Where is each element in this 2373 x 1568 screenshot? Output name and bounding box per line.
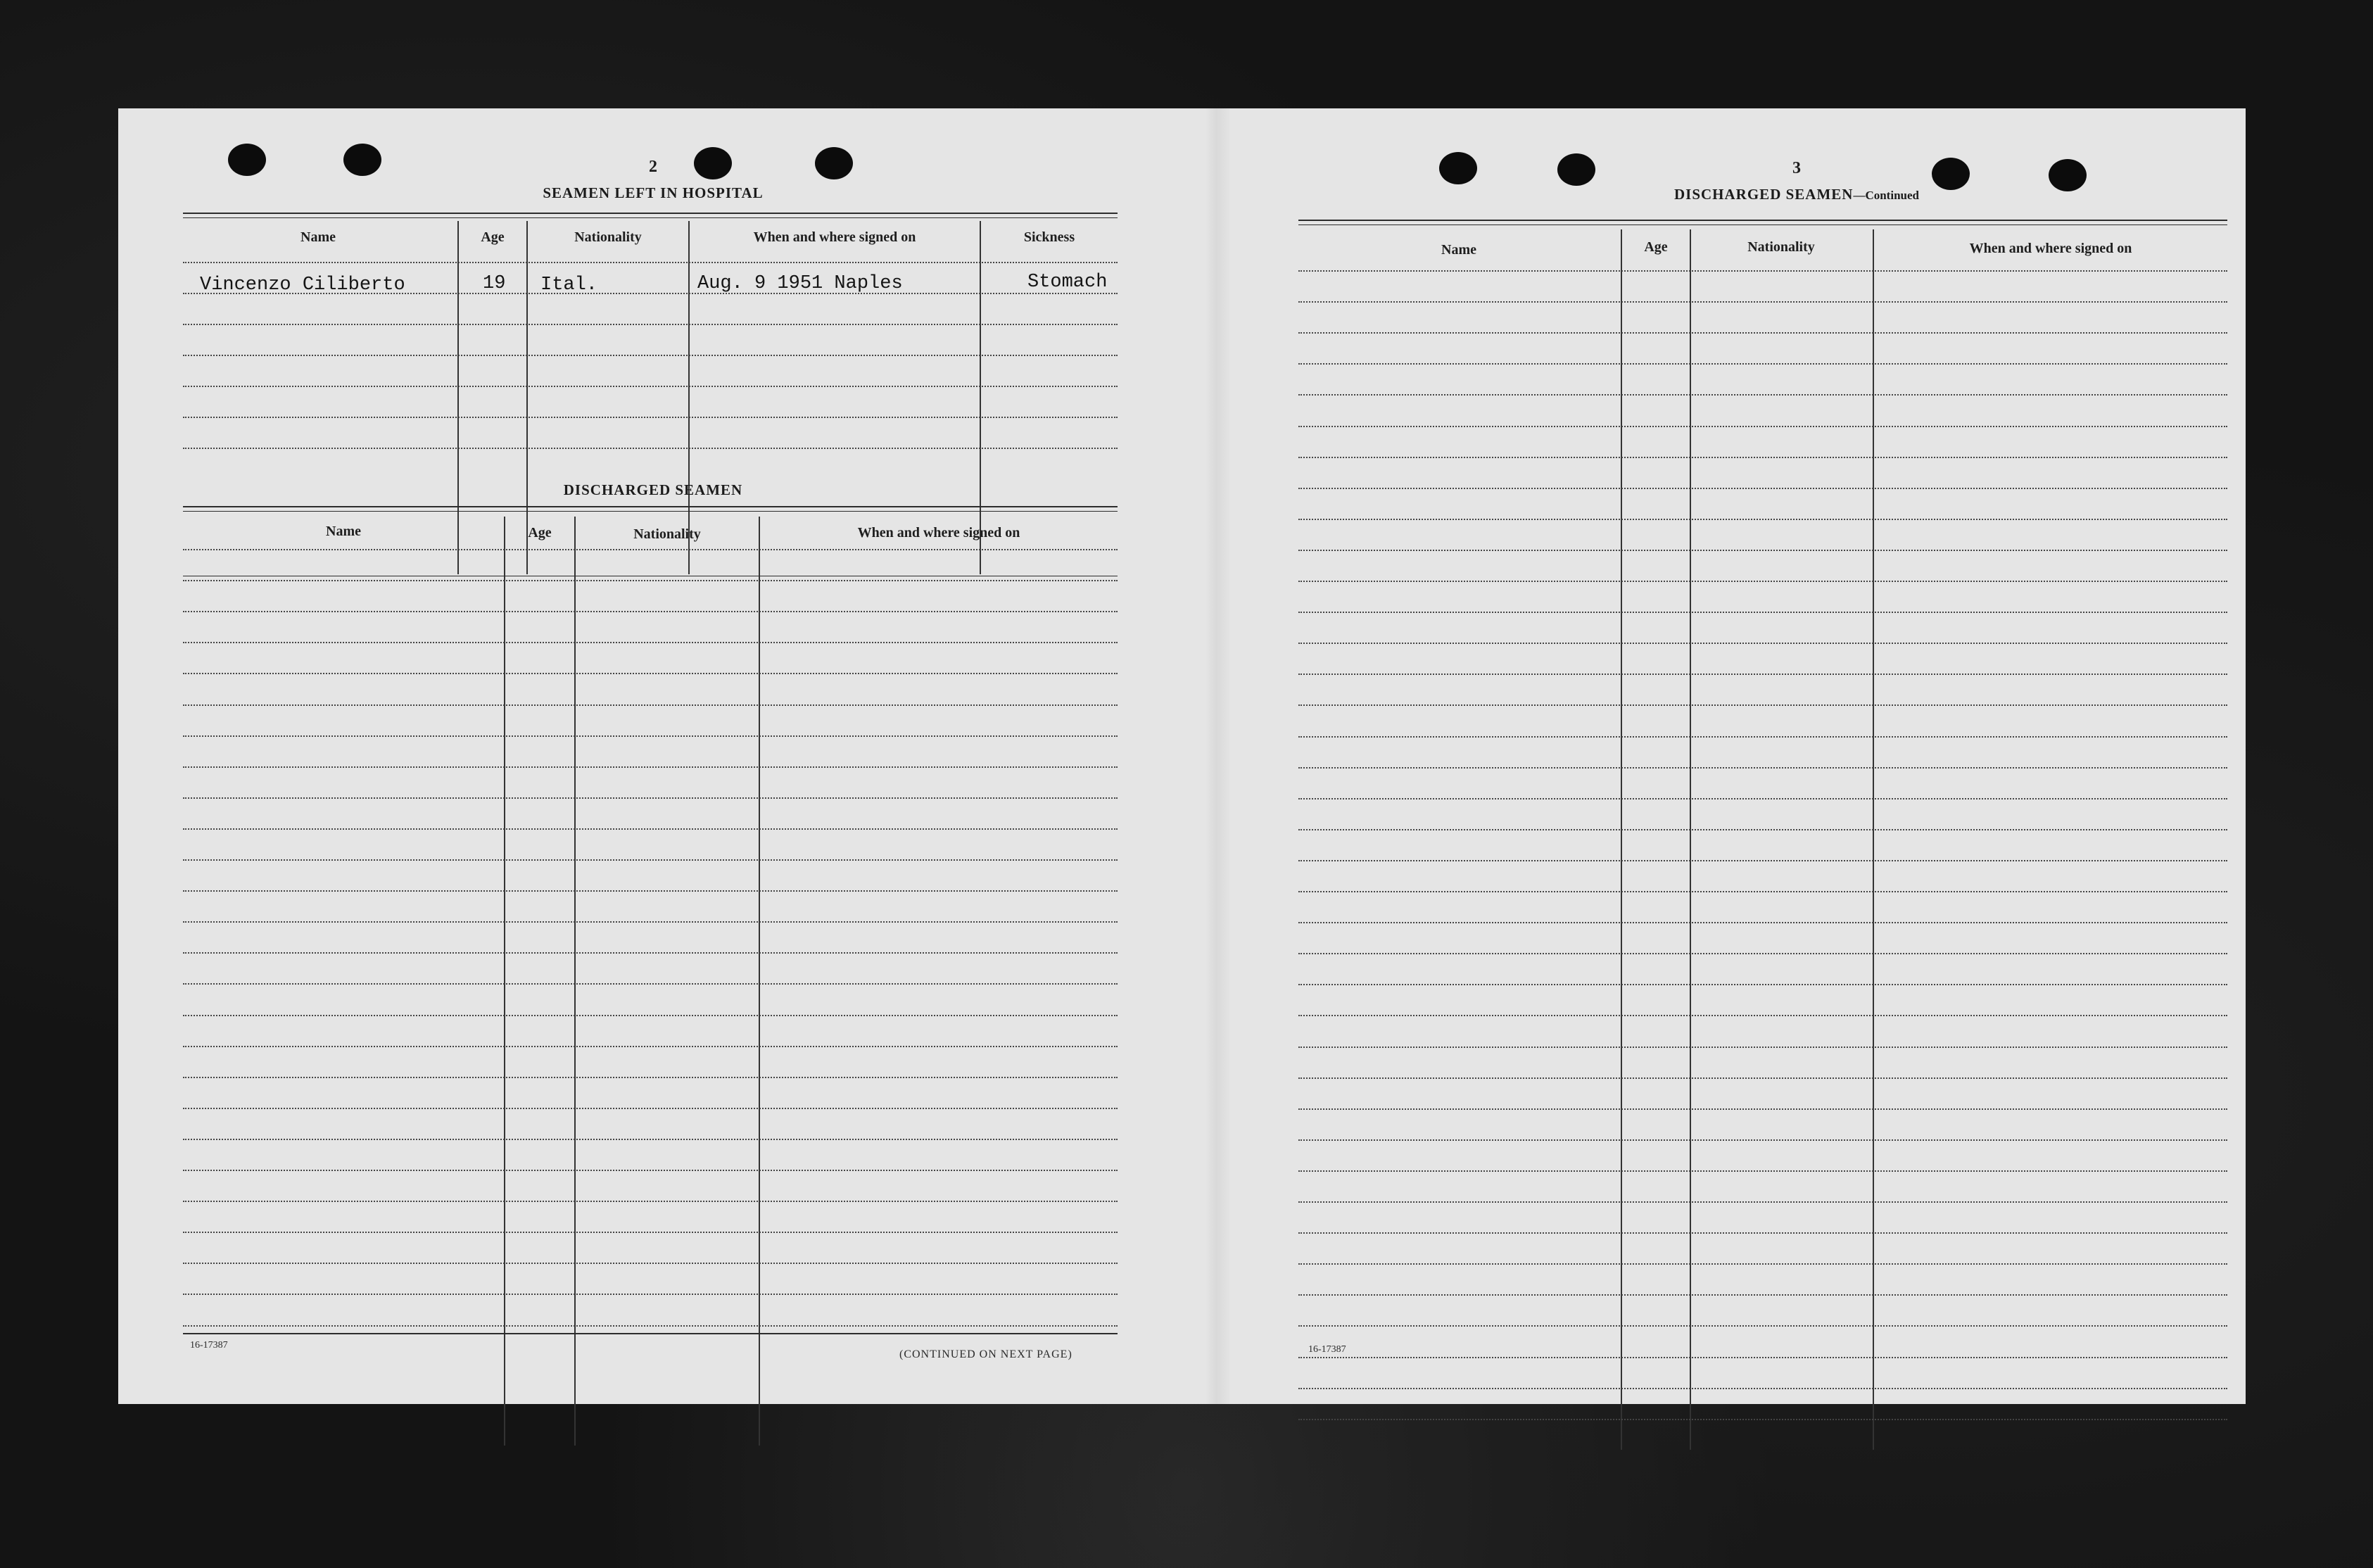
col-divider bbox=[688, 221, 690, 574]
page-title-suffix: —Continued bbox=[1853, 189, 1919, 202]
col-divider bbox=[574, 517, 576, 1446]
col-header-name: Name bbox=[326, 524, 361, 539]
form-number: 16-17387 bbox=[1308, 1344, 1346, 1355]
ruled-line bbox=[183, 1232, 1118, 1233]
bottom-rule bbox=[183, 1333, 1118, 1334]
ruled-line bbox=[1298, 1325, 2227, 1327]
ruled-line bbox=[1298, 1357, 2227, 1358]
page-number: 2 bbox=[649, 158, 657, 176]
punch-hole bbox=[1439, 152, 1477, 184]
punch-hole bbox=[1557, 153, 1595, 186]
col-header-signed-on: When and where signed on bbox=[1969, 241, 2132, 256]
col-header-sickness: Sickness bbox=[1023, 229, 1075, 245]
punch-hole bbox=[815, 147, 853, 179]
ruled-line bbox=[1298, 891, 2227, 892]
ruled-line bbox=[1298, 736, 2227, 738]
top-rule bbox=[1298, 220, 2227, 221]
left-page bbox=[118, 108, 1202, 1404]
ruled-line bbox=[183, 859, 1118, 861]
ruled-line bbox=[1298, 394, 2227, 396]
hospital-row-signed-on: Aug. 9 1951 Naples bbox=[697, 273, 903, 294]
col-divider bbox=[1873, 229, 1874, 1450]
ruled-line bbox=[1298, 488, 2227, 489]
hospital-row-name: Vincenzo Ciliberto bbox=[200, 274, 405, 296]
ruled-line bbox=[1298, 363, 2227, 365]
ruled-line bbox=[1298, 860, 2227, 861]
ruled-line bbox=[1298, 829, 2227, 830]
col-header-nationality: Nationality bbox=[574, 229, 642, 245]
ruled-line bbox=[1298, 1047, 2227, 1048]
ruled-line bbox=[1298, 984, 2227, 985]
ruled-line bbox=[1298, 426, 2227, 427]
ruled-line bbox=[1298, 1077, 2227, 1079]
ruled-line bbox=[183, 1108, 1118, 1109]
ruled-line bbox=[1298, 1294, 2227, 1296]
ruled-line bbox=[1298, 704, 2227, 706]
ruled-line bbox=[183, 355, 1118, 356]
ruled-line bbox=[183, 642, 1118, 643]
col-header-nationality: Nationality bbox=[1747, 239, 1815, 255]
ruled-line bbox=[183, 983, 1118, 985]
ruled-line bbox=[183, 1294, 1118, 1295]
ruled-line bbox=[183, 1046, 1118, 1047]
ruled-line bbox=[1298, 581, 2227, 582]
punch-hole bbox=[228, 144, 266, 176]
ruled-line bbox=[1298, 1170, 2227, 1172]
col-header-age: Age bbox=[1644, 239, 1668, 255]
document-sheet bbox=[118, 108, 2246, 1404]
ruled-line bbox=[1298, 457, 2227, 458]
hospital-section-title: SEAMEN LEFT IN HOSPITAL bbox=[543, 184, 764, 201]
col-divider bbox=[526, 221, 528, 574]
ruled-line bbox=[1298, 643, 2227, 644]
section-rule bbox=[183, 511, 1118, 512]
ruled-line bbox=[1298, 332, 2227, 334]
col-header-age: Age bbox=[481, 229, 505, 245]
ruled-line bbox=[1298, 270, 2227, 272]
col-divider bbox=[759, 517, 760, 1446]
ruled-line bbox=[183, 735, 1118, 737]
col-header-signed-on: When and where signed on bbox=[857, 525, 1020, 540]
col-header-age: Age bbox=[528, 525, 552, 540]
col-divider bbox=[504, 517, 505, 1446]
punch-hole bbox=[2049, 159, 2087, 191]
ruled-line bbox=[1298, 550, 2227, 551]
col-divider bbox=[1690, 229, 1691, 1450]
col-divider bbox=[1621, 229, 1622, 1450]
hospital-row-age: 19 bbox=[483, 273, 506, 294]
ruled-line bbox=[1298, 1139, 2227, 1141]
ruled-line bbox=[183, 1015, 1118, 1016]
ruled-line bbox=[1298, 519, 2227, 520]
ruled-line bbox=[183, 1325, 1118, 1327]
ruled-line bbox=[1298, 1388, 2227, 1389]
ruled-line bbox=[1298, 301, 2227, 303]
punch-hole bbox=[343, 144, 381, 176]
ruled-line bbox=[183, 324, 1118, 325]
ruled-line bbox=[183, 448, 1118, 449]
page-title bbox=[1557, 186, 2036, 203]
ruled-line bbox=[183, 704, 1118, 706]
ruled-line bbox=[183, 417, 1118, 418]
ruled-line bbox=[183, 797, 1118, 799]
ruled-line bbox=[183, 1201, 1118, 1202]
col-header-name: Name bbox=[1441, 242, 1476, 258]
ruled-line bbox=[183, 1139, 1118, 1140]
col-header-name: Name bbox=[300, 229, 336, 245]
ruled-line bbox=[183, 611, 1118, 612]
continued-note: (CONTINUED ON NEXT PAGE) bbox=[899, 1348, 1072, 1360]
col-header-nationality: Nationality bbox=[633, 526, 701, 542]
col-divider bbox=[980, 221, 981, 574]
ruled-line bbox=[1298, 767, 2227, 769]
section-rule bbox=[183, 506, 1118, 507]
hospital-row-sickness: Stomach bbox=[1027, 272, 1108, 293]
ruled-line bbox=[183, 386, 1118, 387]
ruled-line bbox=[183, 1077, 1118, 1078]
ruled-line bbox=[1298, 922, 2227, 923]
ruled-line bbox=[183, 952, 1118, 954]
top-rule bbox=[183, 213, 1118, 214]
ruled-line bbox=[1298, 1232, 2227, 1234]
ruled-line bbox=[183, 890, 1118, 892]
discharged-section-title: DISCHARGED SEAMEN bbox=[563, 481, 743, 498]
ruled-line bbox=[183, 1263, 1118, 1264]
page-gutter bbox=[1206, 108, 1229, 1404]
ruled-line bbox=[1298, 674, 2227, 675]
ruled-line bbox=[183, 673, 1118, 674]
ruled-line bbox=[1298, 798, 2227, 799]
ruled-line bbox=[183, 549, 1118, 550]
top-rule bbox=[183, 217, 1118, 218]
right-page bbox=[1227, 108, 2246, 1404]
hospital-row-nationality: Ital. bbox=[540, 274, 598, 296]
ruled-line bbox=[183, 921, 1118, 923]
ruled-line bbox=[1298, 612, 2227, 613]
page-title-main: DISCHARGED SEAMEN bbox=[1674, 186, 1854, 203]
ruled-line bbox=[1298, 1201, 2227, 1203]
ruled-line bbox=[183, 1170, 1118, 1171]
ruled-line bbox=[1298, 1263, 2227, 1265]
ruled-line bbox=[1298, 1108, 2227, 1110]
page-number: 3 bbox=[1792, 159, 1801, 177]
form-number: 16-17387 bbox=[190, 1340, 228, 1351]
ruled-line bbox=[183, 262, 1118, 263]
col-divider bbox=[457, 221, 459, 574]
ruled-line bbox=[1298, 953, 2227, 954]
punch-hole bbox=[694, 147, 732, 179]
col-header-signed-on: When and where signed on bbox=[753, 229, 916, 245]
ruled-line bbox=[183, 766, 1118, 768]
ruled-line bbox=[183, 580, 1118, 581]
ruled-line bbox=[1298, 1015, 2227, 1016]
ruled-line bbox=[1298, 1419, 2227, 1420]
ruled-line bbox=[183, 828, 1118, 830]
